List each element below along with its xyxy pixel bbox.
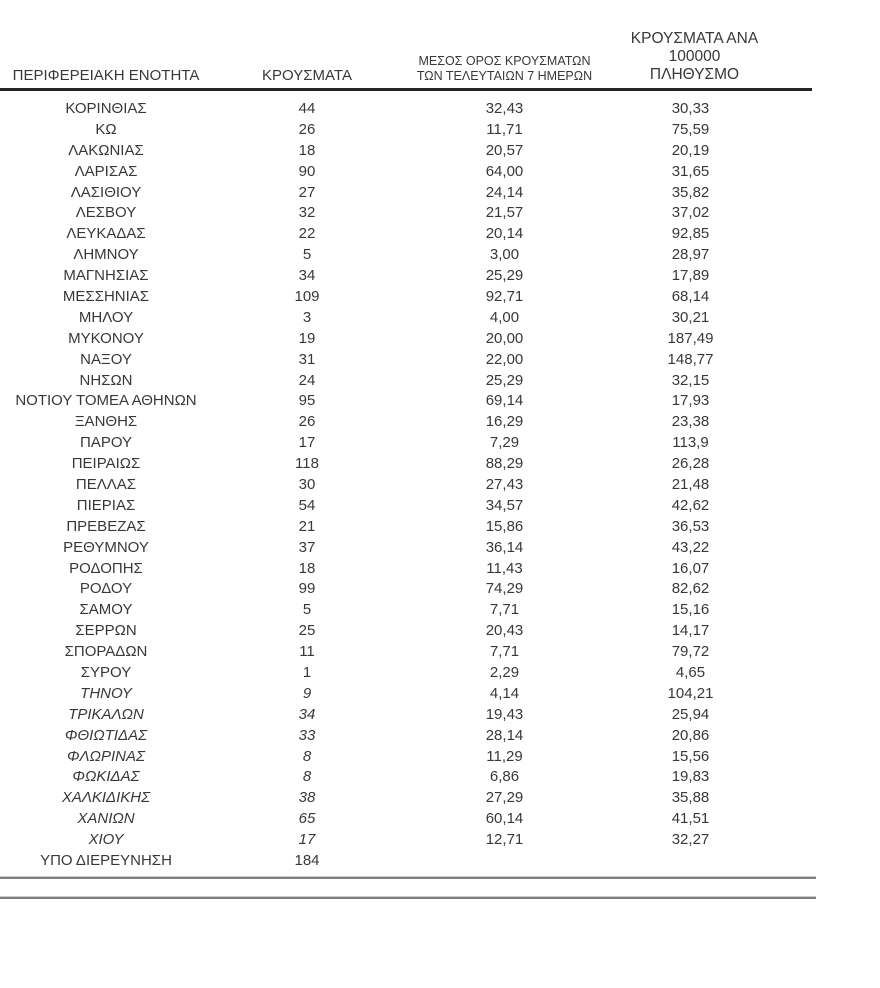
per100k-value-cell: 15,16	[671, 601, 710, 619]
avg7-value-cell: 4,00	[489, 308, 520, 326]
per100k-value-cell: 68,14	[671, 287, 710, 305]
region-name-cell: ΡΟΔΟΥ	[79, 580, 133, 598]
region-name-cell: ΣΥΡΟΥ	[80, 663, 132, 681]
region-name-cell: ΜΥΚΟΝΟΥ	[68, 329, 144, 347]
cases-value-cell: 184	[294, 852, 320, 869]
region-name-cell: ΠΡΕΒΕΖΑΣ	[66, 517, 146, 535]
table-row	[0, 474, 812, 495]
table-row	[0, 578, 812, 599]
avg7-value-cell: 36,14	[485, 538, 524, 556]
table-row	[0, 725, 812, 746]
cases-value-cell: 24	[298, 371, 316, 389]
per100k-value-cell: 42,62	[671, 496, 710, 514]
table-row	[0, 140, 812, 161]
cases-value-cell: 5	[302, 246, 312, 264]
avg7-value-cell: 20,43	[485, 622, 524, 640]
per100k-value-cell: 21,48	[671, 475, 710, 493]
region-name-cell: ΞΑΝΘΗΣ	[74, 413, 138, 431]
table-row	[0, 746, 812, 767]
per100k-value-cell: 104,21	[667, 684, 714, 702]
region-name-cell: ΛΕΥΚΑΔΑΣ	[66, 225, 146, 243]
avg7-column-header	[402, 54, 607, 84]
cases-value-cell: 8	[302, 768, 312, 786]
table-row	[0, 558, 812, 579]
cases-value-cell: 99	[298, 580, 316, 598]
region-name-cell: ΡΟΔΟΠΗΣ	[69, 559, 143, 577]
table-body	[0, 91, 812, 871]
region-column-header: ΠΕΡΙΦΕΡΕΙΑΚΗ ΕΝΟΤΗΤΑ	[12, 67, 200, 84]
per100k-value-cell: 37,02	[671, 204, 710, 222]
region-name-cell: ΠΙΕΡΙΑΣ	[76, 496, 136, 514]
cases-value-cell: 33	[298, 726, 316, 744]
region-name-cell: ΛΑΡΙΣΑΣ	[74, 162, 138, 180]
bottom-divider-line-2	[0, 896, 816, 899]
cases-value-cell: 37	[298, 538, 316, 556]
region-name-cell: ΤΡΙΚΑΛΩΝ	[68, 705, 144, 723]
avg7-value-cell: 32,43	[485, 99, 524, 117]
cases-value-cell: 27	[298, 183, 316, 201]
cases-value-cell: 32	[298, 204, 316, 222]
per100k-value-cell: 20,86	[671, 726, 710, 744]
per100k-value-cell: 113,9	[672, 434, 709, 452]
table-row	[0, 328, 812, 349]
region-name-cell: ΚΩ	[95, 120, 117, 138]
table-row	[0, 495, 812, 516]
cases-value-cell: 34	[298, 705, 316, 723]
table-row	[0, 98, 812, 119]
table-row	[0, 286, 812, 307]
table-row	[0, 265, 812, 286]
avg7-value-cell: 7,71	[489, 601, 520, 619]
avg7-value-cell: 69,14	[485, 392, 524, 410]
region-name-cell: ΧΑΛΚΙΔΙΚΗΣ	[61, 789, 151, 807]
avg7-header-line2: ΤΩΝ ΤΕΛΕΥΤΑΙΩΝ 7 ΗΜΕΡΩΝ	[416, 69, 593, 83]
per100k-value-cell: 32,15	[671, 371, 710, 389]
table-header-row	[0, 0, 812, 91]
avg7-value-cell: 7,29	[489, 434, 520, 452]
table-row	[0, 829, 812, 850]
per100k-value-cell: 25,94	[671, 705, 710, 723]
avg7-value-cell: 19,43	[485, 705, 524, 723]
avg7-value-cell: 34,57	[485, 496, 524, 514]
per100k-value-cell: 43,22	[671, 538, 710, 556]
cases-value-cell: 3	[302, 308, 312, 326]
region-name-cell: ΠΕΛΛΑΣ	[75, 475, 137, 493]
table-row	[0, 516, 812, 537]
per100k-value-cell: 41,51	[671, 810, 710, 828]
cases-value-cell: 22	[298, 225, 316, 243]
cases-value-cell: 38	[298, 789, 316, 807]
per100k-value-cell: 16,07	[671, 559, 710, 577]
avg7-value-cell: 24,14	[485, 183, 524, 201]
per100k-value-cell: 148,77	[667, 350, 714, 368]
table-row	[0, 599, 812, 620]
per100k-header-line1: ΚΡΟΥΣΜΑΤΑ ΑΝΑ 100000	[630, 30, 759, 65]
table-row	[0, 704, 812, 725]
region-name-cell: ΦΘΙΩΤΙΔΑΣ	[64, 726, 148, 744]
per100k-value-cell: 31,65	[671, 162, 710, 180]
region-name-cell: ΛΕΣΒΟΥ	[75, 204, 137, 222]
region-name-cell: ΦΛΩΡΙΝΑΣ	[67, 747, 145, 765]
region-name-cell: ΝΑΞΟΥ	[80, 350, 132, 368]
region-name-cell: ΛΑΣΙΘΙΟΥ	[70, 183, 142, 201]
bottom-divider-line-1	[0, 876, 816, 879]
table-row	[0, 641, 812, 662]
avg7-value-cell: 25,29	[485, 371, 524, 389]
per100k-value-cell: 28,97	[671, 246, 710, 264]
avg7-value-cell: 15,86	[485, 517, 524, 535]
avg7-value-cell: 60,14	[485, 810, 524, 828]
avg7-value-cell: 74,29	[485, 580, 524, 598]
avg7-value-cell: 28,14	[485, 726, 524, 744]
avg7-value-cell: 20,14	[485, 225, 524, 243]
per100k-value-cell: 26,28	[671, 455, 710, 473]
cases-value-cell: 26	[298, 120, 316, 138]
cases-value-cell: 8	[302, 747, 312, 765]
cases-value-cell: 118	[295, 455, 319, 473]
cases-value-cell: 44	[298, 99, 316, 117]
avg7-value-cell: 7,71	[489, 643, 520, 661]
per100k-value-cell: 92,85	[671, 225, 710, 243]
table-row	[0, 182, 812, 203]
avg7-header-line1: ΜΕΣΟΣ ΟΡΟΣ ΚΡΟΥΣΜΑΤΩΝ	[418, 54, 591, 68]
table-row	[0, 432, 812, 453]
per100k-value-cell: 23,38	[671, 413, 710, 431]
avg7-value-cell: 20,00	[485, 329, 524, 347]
avg7-value-cell: 12,71	[485, 831, 524, 849]
table-row	[0, 850, 812, 871]
region-name-cell: ΛΑΚΩΝΙΑΣ	[68, 141, 144, 159]
per100k-value-cell: 4,65	[675, 663, 706, 681]
region-name-cell: ΡΕΘΥΜΝΟΥ	[63, 538, 149, 556]
avg7-value-cell: 16,29	[485, 413, 524, 431]
per100k-value-cell: 79,72	[671, 643, 710, 661]
cases-value-cell: 31	[298, 350, 316, 368]
region-name-cell: ΝΟΤΙΟΥ ΤΟΜΕΑ ΑΘΗΝΩΝ	[15, 392, 197, 410]
region-name-cell: ΝΗΣΩΝ	[79, 371, 133, 389]
cases-value-cell: 11	[299, 643, 315, 661]
per100k-value-cell: 30,33	[671, 99, 710, 117]
per100k-column-header	[607, 30, 812, 84]
region-name-cell: ΠΑΡΟΥ	[79, 434, 133, 452]
avg7-value-cell: 4,14	[489, 684, 520, 702]
table-row	[0, 223, 812, 244]
region-name-cell: ΦΩΚΙΔΑΣ	[72, 768, 140, 786]
avg7-value-cell: 27,43	[485, 475, 524, 493]
per100k-value-cell: 32,27	[671, 831, 710, 849]
avg7-value-cell: 20,57	[485, 141, 524, 159]
avg7-value-cell: 88,29	[485, 455, 524, 473]
region-name-cell: ΚΟΡΙΝΘΙΑΣ	[65, 99, 147, 117]
table-row	[0, 620, 812, 641]
table-row	[0, 787, 812, 808]
region-name-cell: ΥΠΟ ΔΙΕΡΕΥΝΗΣΗ	[40, 852, 172, 869]
table-row	[0, 808, 812, 829]
cases-value-cell: 9	[302, 684, 312, 702]
per100k-header-line2: ΠΛΗΘΥΣΜΟ	[649, 66, 740, 83]
per100k-value-cell: 35,82	[671, 183, 710, 201]
region-name-cell: ΧΙΟΥ	[88, 831, 124, 849]
region-name-cell: ΣΕΡΡΩΝ	[75, 622, 137, 640]
cases-value-cell: 54	[298, 496, 316, 514]
table-row	[0, 349, 812, 370]
per100k-value-cell: 36,53	[671, 517, 710, 535]
avg7-value-cell: 92,71	[485, 287, 524, 305]
cases-value-cell: 1	[302, 663, 312, 681]
table-row	[0, 662, 812, 683]
cases-value-cell: 34	[298, 267, 316, 285]
table-row	[0, 767, 812, 788]
cases-value-cell: 18	[298, 141, 316, 159]
region-name-cell: ΣΠΟΡΑΔΩΝ	[64, 643, 148, 661]
cases-value-cell: 90	[298, 162, 316, 180]
per100k-value-cell: 75,59	[671, 120, 710, 138]
per100k-value-cell: 82,62	[671, 580, 710, 598]
cases-value-cell: 19	[298, 329, 316, 347]
per100k-value-cell: 30,21	[671, 308, 710, 326]
cases-value-cell: 25	[298, 622, 316, 640]
region-name-cell: ΣΑΜΟΥ	[79, 601, 133, 619]
per100k-value-cell: 19,83	[671, 768, 710, 786]
cases-value-cell: 21	[298, 517, 316, 535]
table-row	[0, 453, 812, 474]
table-row	[0, 683, 812, 704]
cases-value-cell: 109	[294, 287, 320, 305]
avg7-value-cell: 11,71	[486, 120, 523, 138]
table-row	[0, 390, 812, 411]
avg7-value-cell: 3,00	[489, 246, 520, 264]
table-row	[0, 370, 812, 391]
region-name-cell: ΠΕΙΡΑΙΩΣ	[71, 455, 141, 473]
region-name-cell: ΛΗΜΝΟΥ	[73, 246, 139, 264]
cases-value-cell: 17	[298, 831, 316, 849]
per100k-value-cell: 187,49	[667, 329, 714, 347]
avg7-value-cell: 27,29	[485, 789, 524, 807]
per100k-value-cell: 35,88	[671, 789, 710, 807]
per100k-value-cell: 20,19	[671, 141, 710, 159]
cases-value-cell: 18	[298, 559, 316, 577]
avg7-value-cell: 25,29	[485, 267, 524, 285]
table-row	[0, 307, 812, 328]
per100k-value-cell: 17,93	[671, 392, 710, 410]
table-row	[0, 202, 812, 223]
region-name-cell: ΜΗΛΟΥ	[78, 308, 134, 326]
per100k-value-cell: 14,17	[671, 622, 710, 640]
avg7-value-cell: 11,43	[486, 559, 523, 577]
cases-value-cell: 65	[298, 810, 316, 828]
table-row	[0, 537, 812, 558]
region-name-cell: ΜΑΓΝΗΣΙΑΣ	[63, 267, 149, 285]
cases-value-cell: 5	[302, 601, 312, 619]
table-row	[0, 411, 812, 432]
cases-value-cell: 26	[298, 413, 316, 431]
region-name-cell: ΤΗΝΟΥ	[80, 684, 132, 702]
avg7-value-cell: 2,29	[489, 663, 520, 681]
avg7-value-cell: 64,00	[485, 162, 524, 180]
region-name-cell: ΧΑΝΙΩΝ	[77, 810, 135, 828]
avg7-value-cell: 6,86	[489, 768, 520, 786]
table-row	[0, 161, 812, 182]
region-name-cell: ΜΕΣΣΗΝΙΑΣ	[62, 287, 150, 305]
cases-column-header: ΚΡΟΥΣΜΑΤΑ	[262, 67, 352, 84]
cases-value-cell: 95	[298, 392, 316, 410]
per100k-value-cell: 15,56	[671, 747, 710, 765]
avg7-value-cell: 21,57	[485, 204, 524, 222]
table-row	[0, 119, 812, 140]
per100k-value-cell: 17,89	[671, 267, 710, 285]
avg7-value-cell: 11,29	[486, 747, 523, 765]
cases-value-cell: 17	[298, 434, 316, 452]
table-row	[0, 244, 812, 265]
cases-value-cell: 30	[298, 475, 316, 493]
avg7-value-cell: 22,00	[485, 350, 524, 368]
